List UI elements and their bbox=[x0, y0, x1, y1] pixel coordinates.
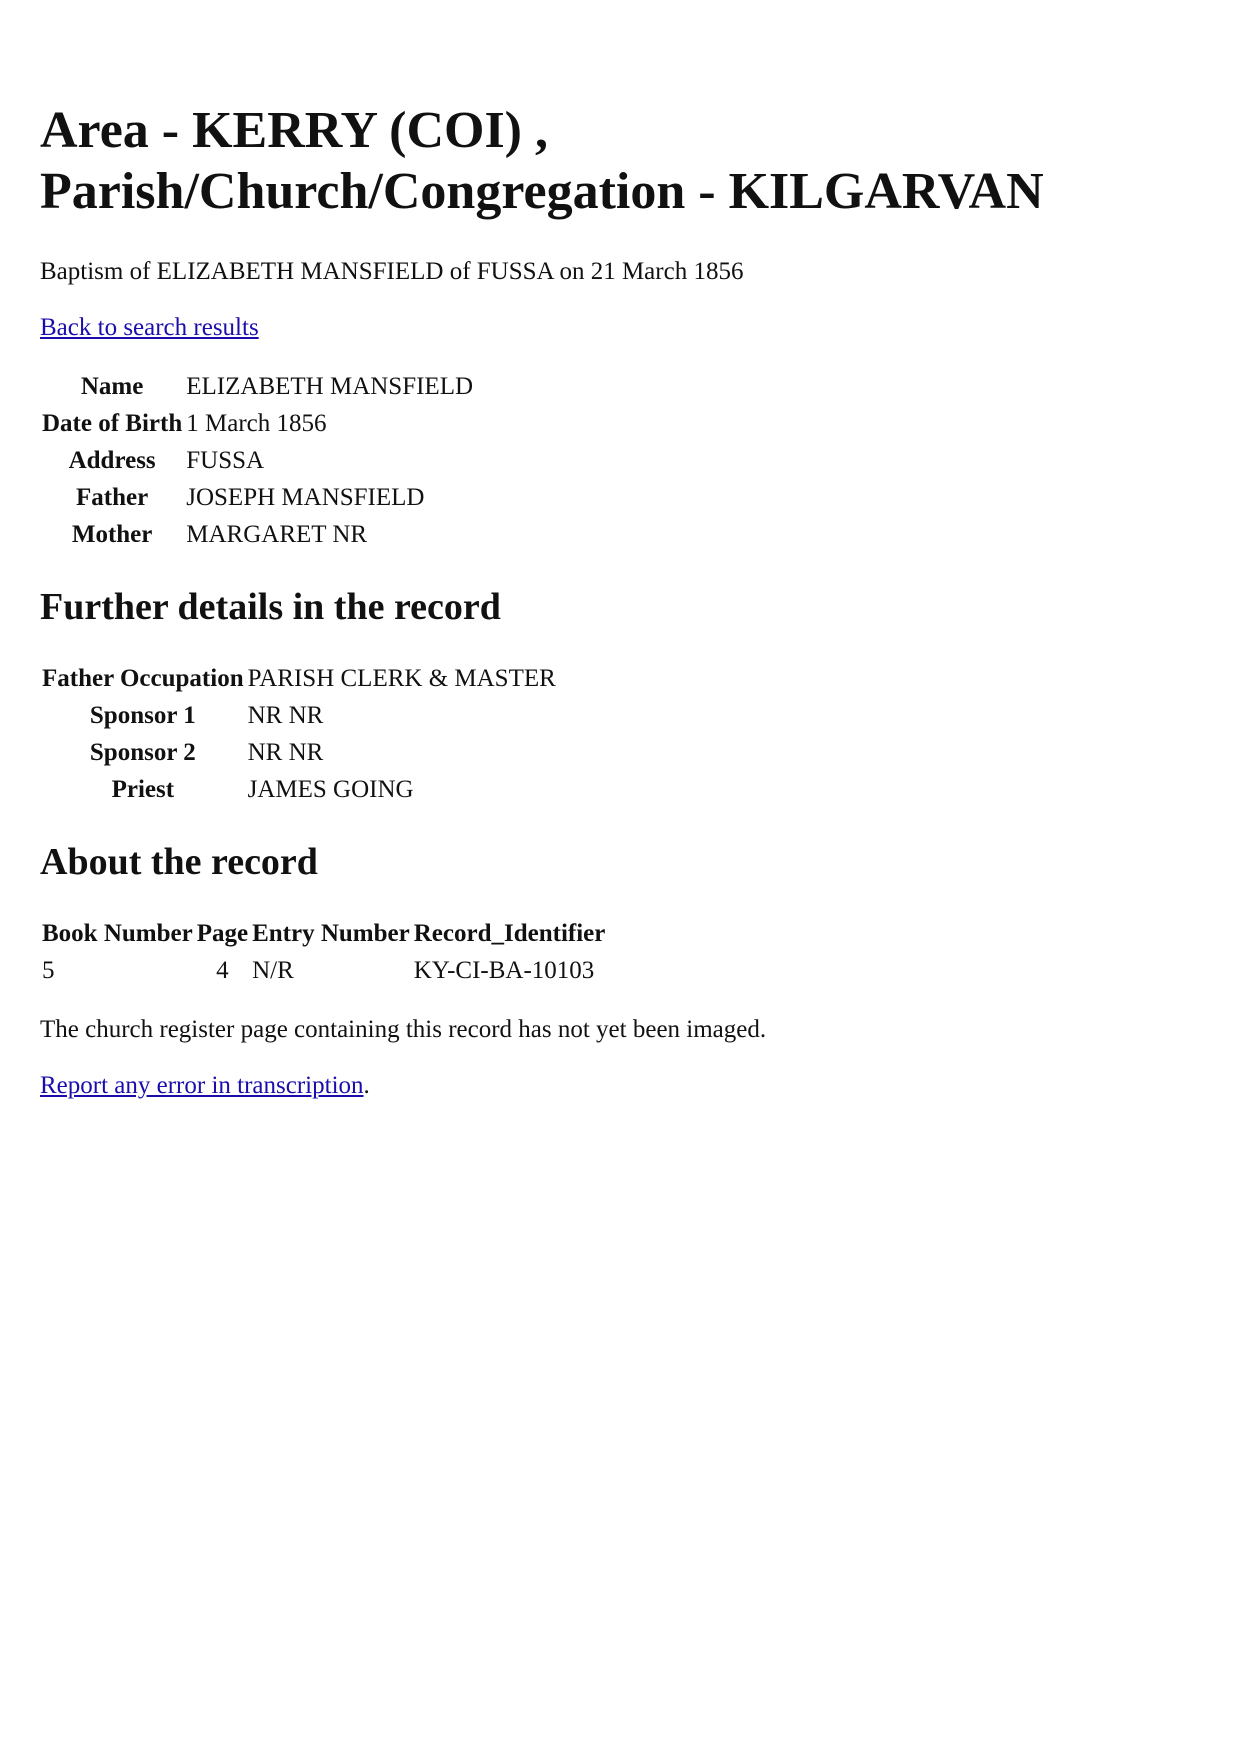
field-label: Sponsor 1 bbox=[89, 702, 196, 729]
table-row bbox=[42, 407, 473, 441]
field-label: Address bbox=[68, 447, 156, 474]
report-error-suffix: . bbox=[363, 1072, 370, 1099]
about-record-heading: About the record bbox=[40, 841, 318, 883]
table-row bbox=[42, 736, 556, 770]
field-value: FUSSA bbox=[186, 447, 265, 474]
table-row bbox=[42, 481, 473, 515]
table-header-row bbox=[42, 917, 605, 951]
page-value: 4 bbox=[216, 957, 229, 984]
table-row bbox=[42, 699, 556, 733]
further-details-table bbox=[38, 659, 560, 810]
main-details-table bbox=[38, 367, 477, 555]
field-value: MARGARET NR bbox=[186, 521, 368, 548]
record-summary: Baptism of ELIZABETH MANSFIELD of FUSSA on 21 March 1856 bbox=[40, 258, 744, 285]
back-to-search-results-link[interactable]: Back to search results bbox=[40, 314, 259, 341]
table-row bbox=[42, 773, 556, 807]
field-label: Name bbox=[80, 373, 144, 400]
field-value: ELIZABETH MANSFIELD bbox=[186, 373, 474, 400]
field-value: NR NR bbox=[247, 702, 324, 729]
page-title-parish: Parish/Church/Congregation - KILGARVAN bbox=[40, 163, 1044, 220]
column-header-record-identifier: Record_Identifier bbox=[413, 920, 606, 947]
report-error-link[interactable]: Report any error in transcription bbox=[40, 1072, 364, 1099]
field-label: Date of Birth bbox=[42, 410, 183, 437]
record-page bbox=[40, 100, 1200, 1101]
entry-number-value: N/R bbox=[252, 957, 294, 984]
table-row bbox=[42, 444, 473, 478]
table-row bbox=[42, 954, 605, 988]
field-label: Priest bbox=[111, 776, 175, 803]
record-identifier-value: KY-CI-BA-10103 bbox=[413, 957, 595, 984]
page-title bbox=[40, 100, 1200, 222]
book-number-value: 5 bbox=[42, 957, 55, 984]
field-label: Father Occupation bbox=[42, 665, 244, 692]
report-error-row bbox=[40, 1071, 1200, 1101]
table-row bbox=[42, 370, 473, 404]
field-value: JAMES GOING bbox=[247, 776, 414, 803]
field-label: Mother bbox=[71, 521, 153, 548]
field-value: PARISH CLERK & MASTER bbox=[247, 665, 556, 692]
table-row bbox=[42, 662, 556, 696]
field-value: NR NR bbox=[247, 739, 324, 766]
about-record-table bbox=[38, 914, 609, 991]
imaging-note: The church register page containing this record has not yet been imaged. bbox=[40, 1016, 767, 1043]
field-value: JOSEPH MANSFIELD bbox=[186, 484, 425, 511]
field-label: Father bbox=[76, 484, 149, 511]
column-header-book-number: Book Number bbox=[42, 920, 193, 947]
field-value: 1 March 1856 bbox=[186, 410, 327, 437]
page-title-area: Area - KERRY (COI) , bbox=[40, 102, 548, 159]
table-row bbox=[42, 518, 473, 552]
column-header-page: Page bbox=[196, 920, 249, 947]
field-label: Sponsor 2 bbox=[89, 739, 196, 766]
further-details-heading: Further details in the record bbox=[40, 586, 501, 628]
back-link-row bbox=[40, 313, 1200, 343]
column-header-entry-number: Entry Number bbox=[252, 920, 410, 947]
